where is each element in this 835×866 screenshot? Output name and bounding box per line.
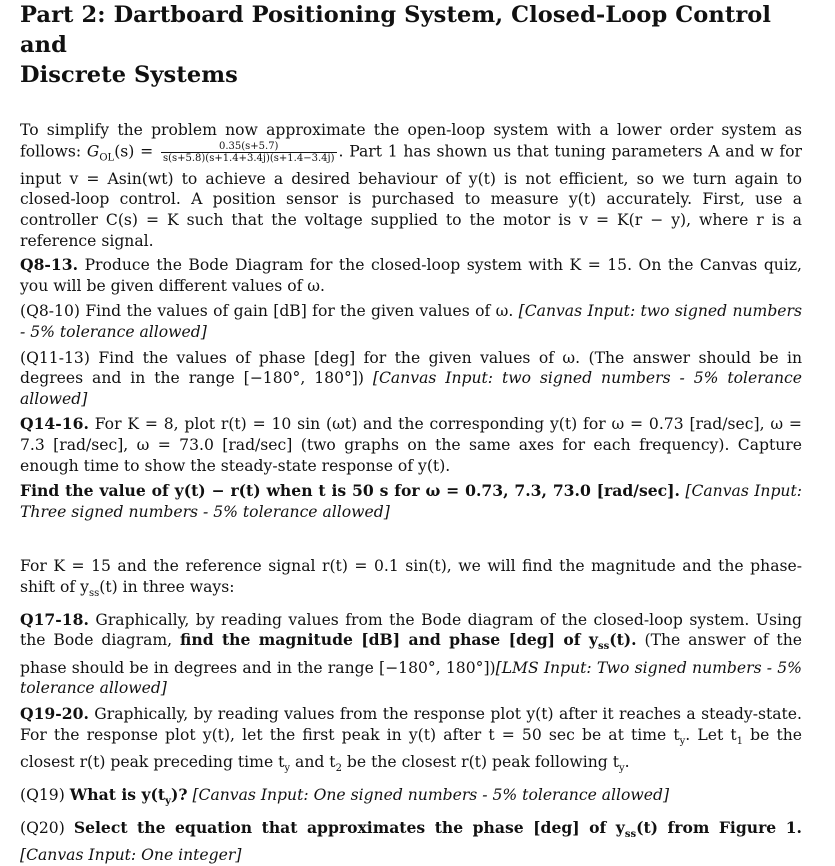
intro-line-4: A position sensor is purchased to measure y(t) accurately. First, use a controller C(s) = K such that the [20, 190, 802, 229]
q8-13-label: Q8-13. [20, 255, 79, 275]
q19-20-text-5: be the closest r(t) peak following t [341, 753, 620, 772]
intro-line-3: v = Asin(wt) to achieve a desired behaviour of y(t) is not efficient, so we turn again to closed-loop control. [20, 169, 802, 209]
q8-10-canvas-note: [Canvas Input: two signed numbers - 5% tolerance allowed] [20, 302, 802, 341]
heading-line-1: Part 2: Dartboard Positioning System, Closed-Loop Control and [20, 2, 772, 58]
q19-paragraph [20, 785, 802, 813]
q20-canvas-note: [Canvas Input: One integer] [20, 846, 242, 865]
q19-20-label: Q19-20. [20, 704, 89, 724]
q17-18-label: Q17-18. [20, 609, 89, 629]
q20-bold-end: (t) from Figure 1. [636, 817, 802, 837]
q17-18-paragraph [20, 610, 802, 699]
gol-subscript: OL [99, 152, 115, 164]
heading-line-2: Discrete Systems [20, 62, 238, 88]
q17-18-sub: ss [597, 641, 610, 653]
intro-line-1: To simplify the problem now approximate the open-loop system with a lower order system as follows: [20, 121, 802, 161]
q19-20-text-3: be the closest r(t) peak preceding time t [20, 725, 802, 772]
q20-bold: Select the equation that approximates the phase [deg] of y [73, 817, 625, 837]
q14-16-paragraph [20, 414, 802, 476]
find-value-bold: Find the value of y(t) − r(t) when t is 50 s for ω = 0.73, 7.3, 73.0 [rad/sec]. [20, 481, 680, 501]
document-page [20, 0, 802, 866]
q11-13-text: (Q11-13) Find the values of phase [deg] for the given values of ω. (The answer should be in degrees and in the range [−180°, 180°]) [20, 348, 802, 388]
q11-13-canvas-note: [Canvas Input: two signed numbers - 5% tolerance allowed] [20, 369, 803, 408]
fraction-numerator: 0.35(s+5.7) [161, 141, 337, 153]
q19-sub: y [165, 796, 171, 808]
q19-20-sub-y: y [679, 735, 686, 747]
intro-paragraph [20, 120, 802, 251]
q20-prefix: (Q20) [20, 818, 65, 837]
q20-sub: ss [624, 828, 637, 840]
q19-canvas-note: [Canvas Input: One signed numbers - 5% tolerance allowed] [192, 786, 670, 805]
part-2-heading [20, 0, 802, 90]
gol-equals: (s) = [114, 142, 154, 161]
q17-18-text-2: (The answer of the phase should be in degrees and in the range [−180°, 180°]) [20, 631, 802, 677]
q19-20-sub-1: 1 [736, 735, 743, 747]
q19-prefix: (Q19) [20, 786, 65, 805]
q14-16-label: Q14-16. [20, 414, 89, 434]
section-2-text: For K = 15 and the reference signal r(t) = 0.1 sin(t), we will find the magnitude and the phase-shift of y [20, 557, 802, 596]
transfer-function-fraction [161, 141, 337, 164]
q17-18-bold-end: (t). [609, 630, 637, 650]
q19-20-paragraph [20, 704, 802, 780]
q8-13-paragraph [20, 255, 802, 296]
fraction-denominator: s(s+5.8)(s+1.4+3.4j)(s+1.4−3.4j) [162, 152, 335, 164]
find-value-canvas-note: [Canvas Input: Three signed numbers - 5% tolerance allowed] [20, 482, 802, 521]
q19-bold: What is y(t [69, 785, 166, 805]
q19-20-text-2: . Let t [685, 725, 737, 744]
section-2-text-end: (t) in three ways: [99, 577, 235, 596]
intro-line-2: . Part 1 has shown us that tuning parameters A and w for input [20, 142, 802, 188]
q17-18-bold: find the magnitude [dB] and phase [deg] of y [180, 630, 598, 650]
q19-20-text-4: and t [290, 753, 336, 772]
q8-13-text: Produce the Bode Diagram for the closed-loop system with K = 15. On the Canvas quiz, you will be given different values of ω. [20, 256, 803, 295]
q19-20-text-6: . [624, 753, 630, 772]
section-2-sub: ss [88, 588, 100, 599]
gol-symbol: G [86, 142, 100, 161]
q19-20-sub-y2: y [284, 763, 291, 775]
q19-20-sub-2: 2 [335, 763, 342, 775]
q17-18-lms-note: [LMS Input: Two signed numbers - 5% tolerance allowed] [20, 658, 802, 698]
q14-16-text: For K = 8, plot r(t) = 10 sin (ωt) and the corresponding y(t) for ω = 0.73 [rad/sec], ω = 7.3 [rad/sec], ω = 73.0 [rad/sec] (two graphs on the same axes for each frequency). Capture enough time to show the steady-state response of y(t). [20, 415, 802, 475]
q8-10-paragraph [20, 301, 802, 342]
q8-10-text: (Q8-10) Find the values of gain [dB] for the given values of ω. [20, 302, 514, 321]
q17-18-text-1: Graphically, by reading values from the Bode diagram of the closed-loop system. Using the Bode diagram, [20, 610, 802, 650]
q20-paragraph [20, 818, 802, 866]
q19-bold-end: )? [170, 785, 188, 805]
section-2-paragraph [20, 556, 802, 604]
find-value-paragraph [20, 481, 802, 522]
intro-line-5: voltage supplied to the motor is v = K(r − y), where r is a reference signal. [20, 210, 802, 250]
q19-20-sub-y3: y [619, 763, 625, 775]
q19-20-text: Graphically, by reading values from the response plot y(t) after it reaches a steady-state. For the response plot y(t), let the first peak in y(t) after t = 50 sec be at time t [20, 705, 802, 744]
q11-13-paragraph [20, 348, 802, 410]
